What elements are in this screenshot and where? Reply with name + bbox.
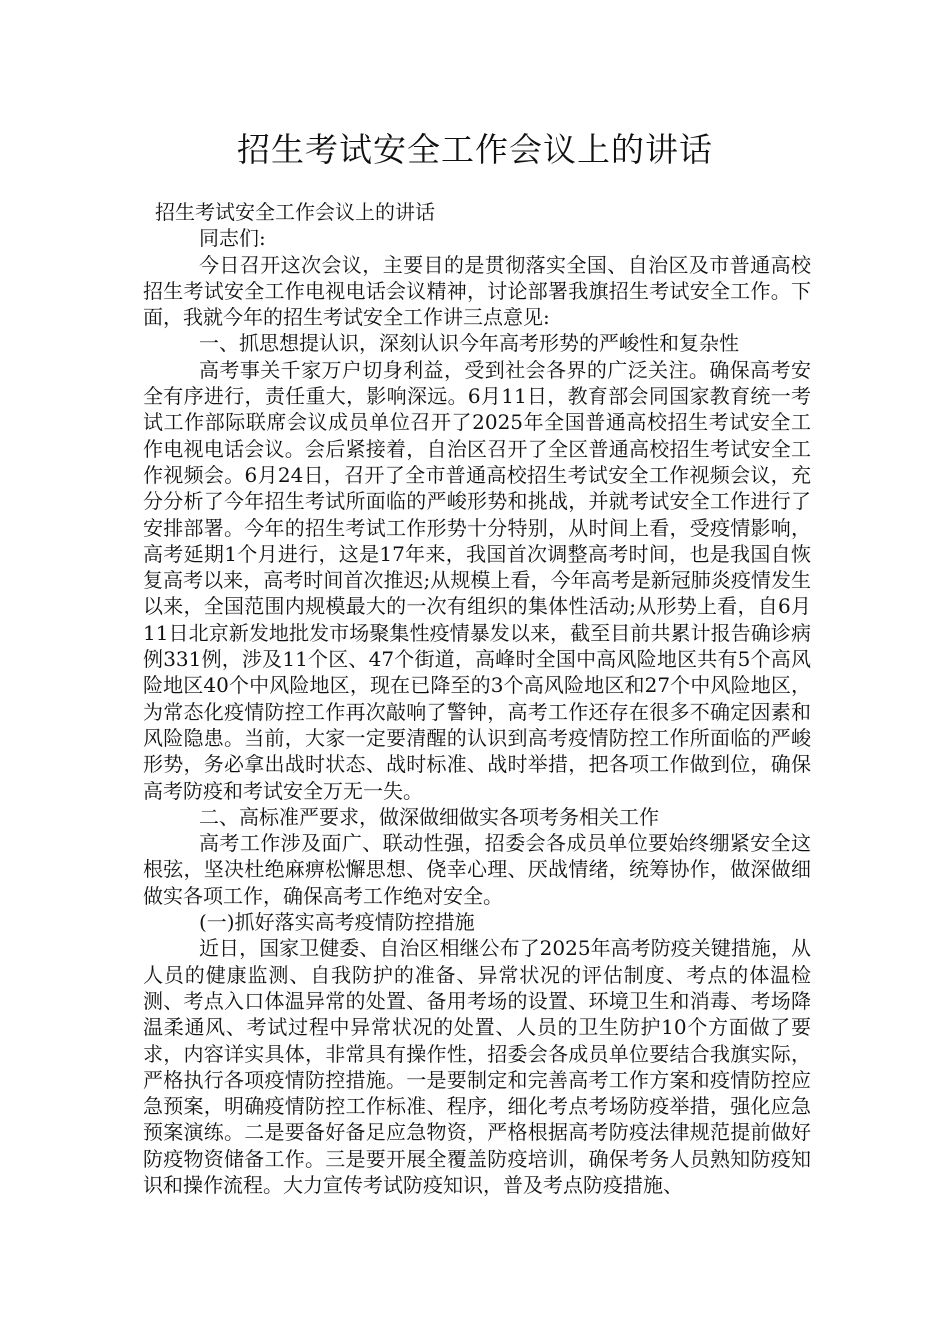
document-title: 招生考试安全工作会议上的讲话 (237, 130, 713, 169)
paragraph-section-1: 高考事关千家万户切身利益，受到社会各界的广泛关注。确保高考安全有序进行，责任重大，影响深远。6月11日，教育部会同国家教育统一考试工作部际联席会议成员单位召开了2025年全国普通高校招生考试安全工作电视电话会议。会后紧接着，自治区召开了全区普通高校招生考试安全工作视频会。6月24日，召开了全市普通高校招生考试安全工作视频会议，充分分析了今年招生考试所面临的严峻形势和挑战，并就考试安全工作进行了安排部署。今年的招生考试工作形势十分特别，从时间上看，受疫情影响，高考延期1个月进行，这是17年来，我国首次调整高考时间，也是我国自恢复高考以来，高考时间首次推迟;从规模上看，今年高考是新冠肺炎疫情发生以来，全国范围内规模最大的一次有组织的集体性活动;从形势上看，自6月11日北京新发地批发市场聚集性疫情暴发以来，截至目前共累计报告确诊病例331例，涉及11个区、47个街道，高峰时全国中高风险地区共有5个高风险地区40个中风险地区，现在已降至的3个高风险地区和27个中风险地区，为常态化疫情防控工作再次敲响了警钟，高考工作还存在很多不确定因素和风险隐患。当前，大家一定要清醒的认识到高考疫情防控工作所面临的严峻形势，务必拿出战时状态、战时标准、战时举措，把各项工作做到位，确保高考防疫和考试安全万无一失。 (143, 357, 811, 803)
paragraph-section-2: 高考工作涉及面广、联动性强，招委会各成员单位要始终绷紧安全这根弦，坚决杜绝麻痹松懈思想、侥幸心理、厌战情绪，统筹协作，做深做细做实各项工作，确保高考工作绝对安全。 (143, 831, 811, 908)
paragraph-subsection-1: 近日，国家卫健委、自治区相继公布了2025年高考防疫关键措施，从人员的健康监测、自我防护的准备、异常状况的评估制度、考点的体温检测、考点入口体温异常的处置、备用考场的设置、环境卫生和消毒、考场降温柔通风、考试过程中异常状况的处置、人员的卫生防护10个方面做了要求，内容详实具体，非常具有操作性，招委会各成员单位要结合我旗实际，严格执行各项疫情防控措施。一是要制定和完善高考工作方案和疫情防控应急预案，明确疫情防控工作标准、程序，细化考点考场防疫举措，强化应急预案演练。二是要备好备足应急物资，严格根据高考防疫法律规范提前做好防疫物资储备工作。三是要开展全覆盖防疫培训，确保考务人员熟知防疫知识和操作流程。大力宣传考试防疫知识，普及考点防疫措施、 (143, 936, 811, 1197)
document-subtitle: 招生考试安全工作会议上的讲话 (155, 200, 435, 224)
salutation: 同志们: (199, 226, 266, 251)
section-heading-2: 二、高标准严要求，做深做细做实各项考务相关工作 (199, 804, 659, 829)
paragraph-opening: 今日召开这次会议，主要目的是贯彻落实全国、自治区及市普通高校招生考试安全工作电视电话会议精神，讨论部署我旗招生考试安全工作。下面，我就今年的招生考试安全工作讲三点意见: (143, 252, 811, 330)
document-body (143, 199, 811, 1198)
section-heading-1: 一、抓思想提认识，深刻认识今年高考形势的严峻性和复杂性 (199, 331, 739, 356)
subsection-heading-1: (一)抓好落实高考疫情防控措施 (199, 910, 475, 935)
